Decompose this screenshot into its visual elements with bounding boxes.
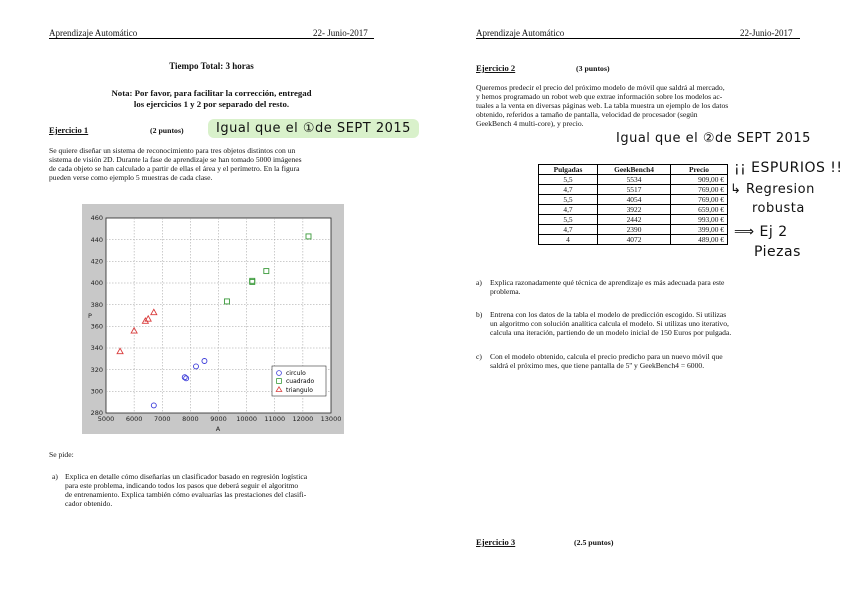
x-axis-label: A — [215, 425, 221, 433]
table-cell: 4,7 — [539, 185, 598, 195]
table-cell: 769,00 € — [671, 195, 728, 205]
table-cell: 4072 — [598, 235, 671, 245]
statement-line: obtenido, referidos a tamaño de pantalla, velocidad de procesador (según — [476, 110, 698, 119]
table-cell: 4054 — [598, 195, 671, 205]
y-tick-label: 440 — [90, 235, 103, 244]
exercise-1-title: Ejercicio 1 — [49, 125, 89, 135]
legend-label-triangulo: triangulo — [286, 387, 313, 394]
statement-line: de cada objeto se han calculado a partir de ellas el área y el perímetro. En la figura — [49, 164, 300, 173]
handwritten-note-line: ↳ Regresion — [730, 182, 815, 197]
y-tick-label: 320 — [90, 365, 103, 374]
table-cell: 993,00 € — [671, 215, 728, 225]
y-axis-label: P — [88, 312, 92, 320]
header-course: Aprendizaje Automático — [476, 28, 565, 38]
statement-line: pueden verse como ejemplo 5 muestras de cada clase. — [49, 173, 213, 182]
x-tick-label: 12000 — [292, 415, 314, 423]
table-row — [539, 175, 728, 185]
handwritten-note-line: Piezas — [754, 244, 801, 260]
table-cell: 4,7 — [539, 225, 598, 235]
y-tick-label: 400 — [90, 279, 103, 288]
exercise-1-points: (2 puntos) — [150, 126, 184, 135]
header-course: Aprendizaje Automático — [49, 28, 138, 38]
header-date: 22- Junio-2017 — [313, 28, 368, 38]
exercise-3-title: Ejercicio 3 — [476, 537, 516, 547]
table-cell: 3922 — [598, 205, 671, 215]
table-cell: 2390 — [598, 225, 671, 235]
table-cell: 909,00 € — [671, 175, 728, 185]
header-rule — [49, 38, 374, 39]
y-tick-label: 380 — [90, 300, 103, 309]
y-tick-label: 280 — [90, 409, 103, 418]
item-a-line: de entrenamiento. Explica también cómo evaluarías las prestaciones del clasifi- — [65, 490, 307, 499]
x-tick-label: 10000 — [236, 415, 257, 423]
note-line-2: los ejercicios 1 y 2 por separado del resto. — [133, 99, 290, 109]
x-tick-label: 5000 — [97, 415, 115, 423]
item-b-line: Entrena con los datos de la tabla el modelo de predicción escogido. Si utilizas — [490, 310, 727, 319]
item-a-line: cador obtenido. — [65, 499, 113, 508]
table-cell: 659,00 € — [671, 205, 728, 215]
table-cell: 5,5 — [539, 195, 598, 205]
column-header: Precio — [671, 165, 728, 175]
item-c-line: Con el modelo obtenido, calcula el precio predicho para un nuevo móvil que — [490, 352, 723, 361]
handwritten-note-line: ⟹ Ej 2 — [734, 224, 788, 240]
table-cell: 769,00 € — [671, 185, 728, 195]
table-cell: 399,00 € — [671, 225, 728, 235]
column-header: Pulgadas — [539, 165, 598, 175]
exercise-2-handwritten-note: Igual que el ②de SEPT 2015 — [616, 131, 811, 146]
table-cell: 2442 — [598, 215, 671, 225]
legend-label-circulo: circulo — [286, 370, 306, 377]
table-row — [539, 215, 728, 225]
item-a-line: Explica razonadamente qué técnica de aprendizaje es más adecuada para este — [490, 278, 725, 287]
legend-label-cuadrado: cuadrado — [286, 378, 315, 385]
y-tick-label: 300 — [90, 387, 103, 396]
handwritten-note-line: ¡¡ ESPURIOS !! — [734, 160, 843, 176]
statement-line: Queremos predecir el precio del próximo modelo de móvil que saldrá al mercado, — [476, 83, 725, 92]
table-cell: 4 — [539, 235, 598, 245]
header-rule — [476, 38, 800, 39]
item-c-line: saldrá el próximo mes, que tiene pantalla de 5'' y GeekBench4 = 6000. — [490, 361, 705, 370]
table-cell: 5,5 — [539, 215, 598, 225]
x-tick-label: 8000 — [182, 415, 199, 423]
column-header: GeekBench4 — [598, 165, 671, 175]
handwritten-note-line: robusta — [752, 201, 805, 216]
item-a-label: a) — [52, 472, 58, 481]
statement-line: sistema de visión 2D. Durante la fase de aprendizaje se han tomado 5000 imágenes — [49, 155, 302, 164]
statement-line: Se quiere diseñar un sistema de reconocimiento para tres objetos distintos con un — [49, 146, 296, 155]
item-c-label: c) — [476, 352, 482, 361]
exam-page-right — [424, 0, 848, 599]
exercise-3-points: (2.5 puntos) — [574, 538, 614, 547]
x-tick-label: 13000 — [320, 415, 342, 423]
exercise-2-points: (3 puntos) — [576, 64, 610, 73]
item-b-line: calcula una iteración, partiendo de un modelo inicial de 150 Euros por pulgada. — [490, 328, 732, 337]
item-a-label: a) — [476, 278, 482, 287]
table-cell: 5534 — [598, 175, 671, 185]
table-header-row — [539, 165, 728, 175]
table-row — [539, 235, 728, 245]
table-cell: 5,5 — [539, 175, 598, 185]
exam-title: Tiempo Total: 3 horas — [169, 61, 254, 71]
y-tick-label: 460 — [90, 214, 103, 223]
table-cell: 5517 — [598, 185, 671, 195]
statement-line: y hemos programado un robot web que extrae información sobre los modelos ac- — [476, 92, 723, 101]
item-a-line: para este problema, indicando todos los pasos que deberá seguir el algoritmo — [65, 481, 299, 490]
item-b-label: b) — [476, 310, 483, 319]
table-cell: 489,00 € — [671, 235, 728, 245]
x-tick-label: 11000 — [264, 415, 286, 423]
table-row — [539, 225, 728, 235]
y-tick-label: 420 — [90, 257, 103, 266]
x-tick-label: 6000 — [125, 415, 143, 423]
table-row — [539, 205, 728, 215]
y-tick-label: 360 — [90, 322, 103, 331]
price-table — [538, 164, 728, 245]
statement-line: GeekBench 4 multi-core), y precio. — [476, 119, 584, 128]
table-row — [539, 185, 728, 195]
table-cell: 4,7 — [539, 205, 598, 215]
x-tick-label: 7000 — [153, 415, 171, 423]
statement-line: tuales a la venta en diversas páginas web. La tabla muestra un ejemplo de los datos — [476, 101, 729, 110]
item-b-line: un algoritmo con solución analítica calcula el modelo. Si utilizas uno iterativo, — [490, 319, 729, 328]
item-a-line: Explica en detalle cómo diseñarías un clasificador basado en regresión logística — [65, 472, 308, 481]
exercise-1-handwritten-note: Igual que el ①de SEPT 2015 — [208, 119, 419, 138]
header-date: 22-Junio-2017 — [740, 28, 793, 38]
table-row — [539, 195, 728, 205]
item-a-line: problema. — [490, 287, 521, 296]
note-line-1: Nota: Por favor, para facilitar la corrección, entregad — [111, 88, 312, 98]
se-pide-label: Se pide: — [49, 450, 74, 459]
exercise-2-title: Ejercicio 2 — [476, 63, 516, 73]
x-tick-label: 9000 — [210, 415, 227, 423]
scatter-figure — [82, 204, 344, 434]
y-tick-label: 340 — [90, 344, 103, 353]
legend — [272, 366, 326, 396]
